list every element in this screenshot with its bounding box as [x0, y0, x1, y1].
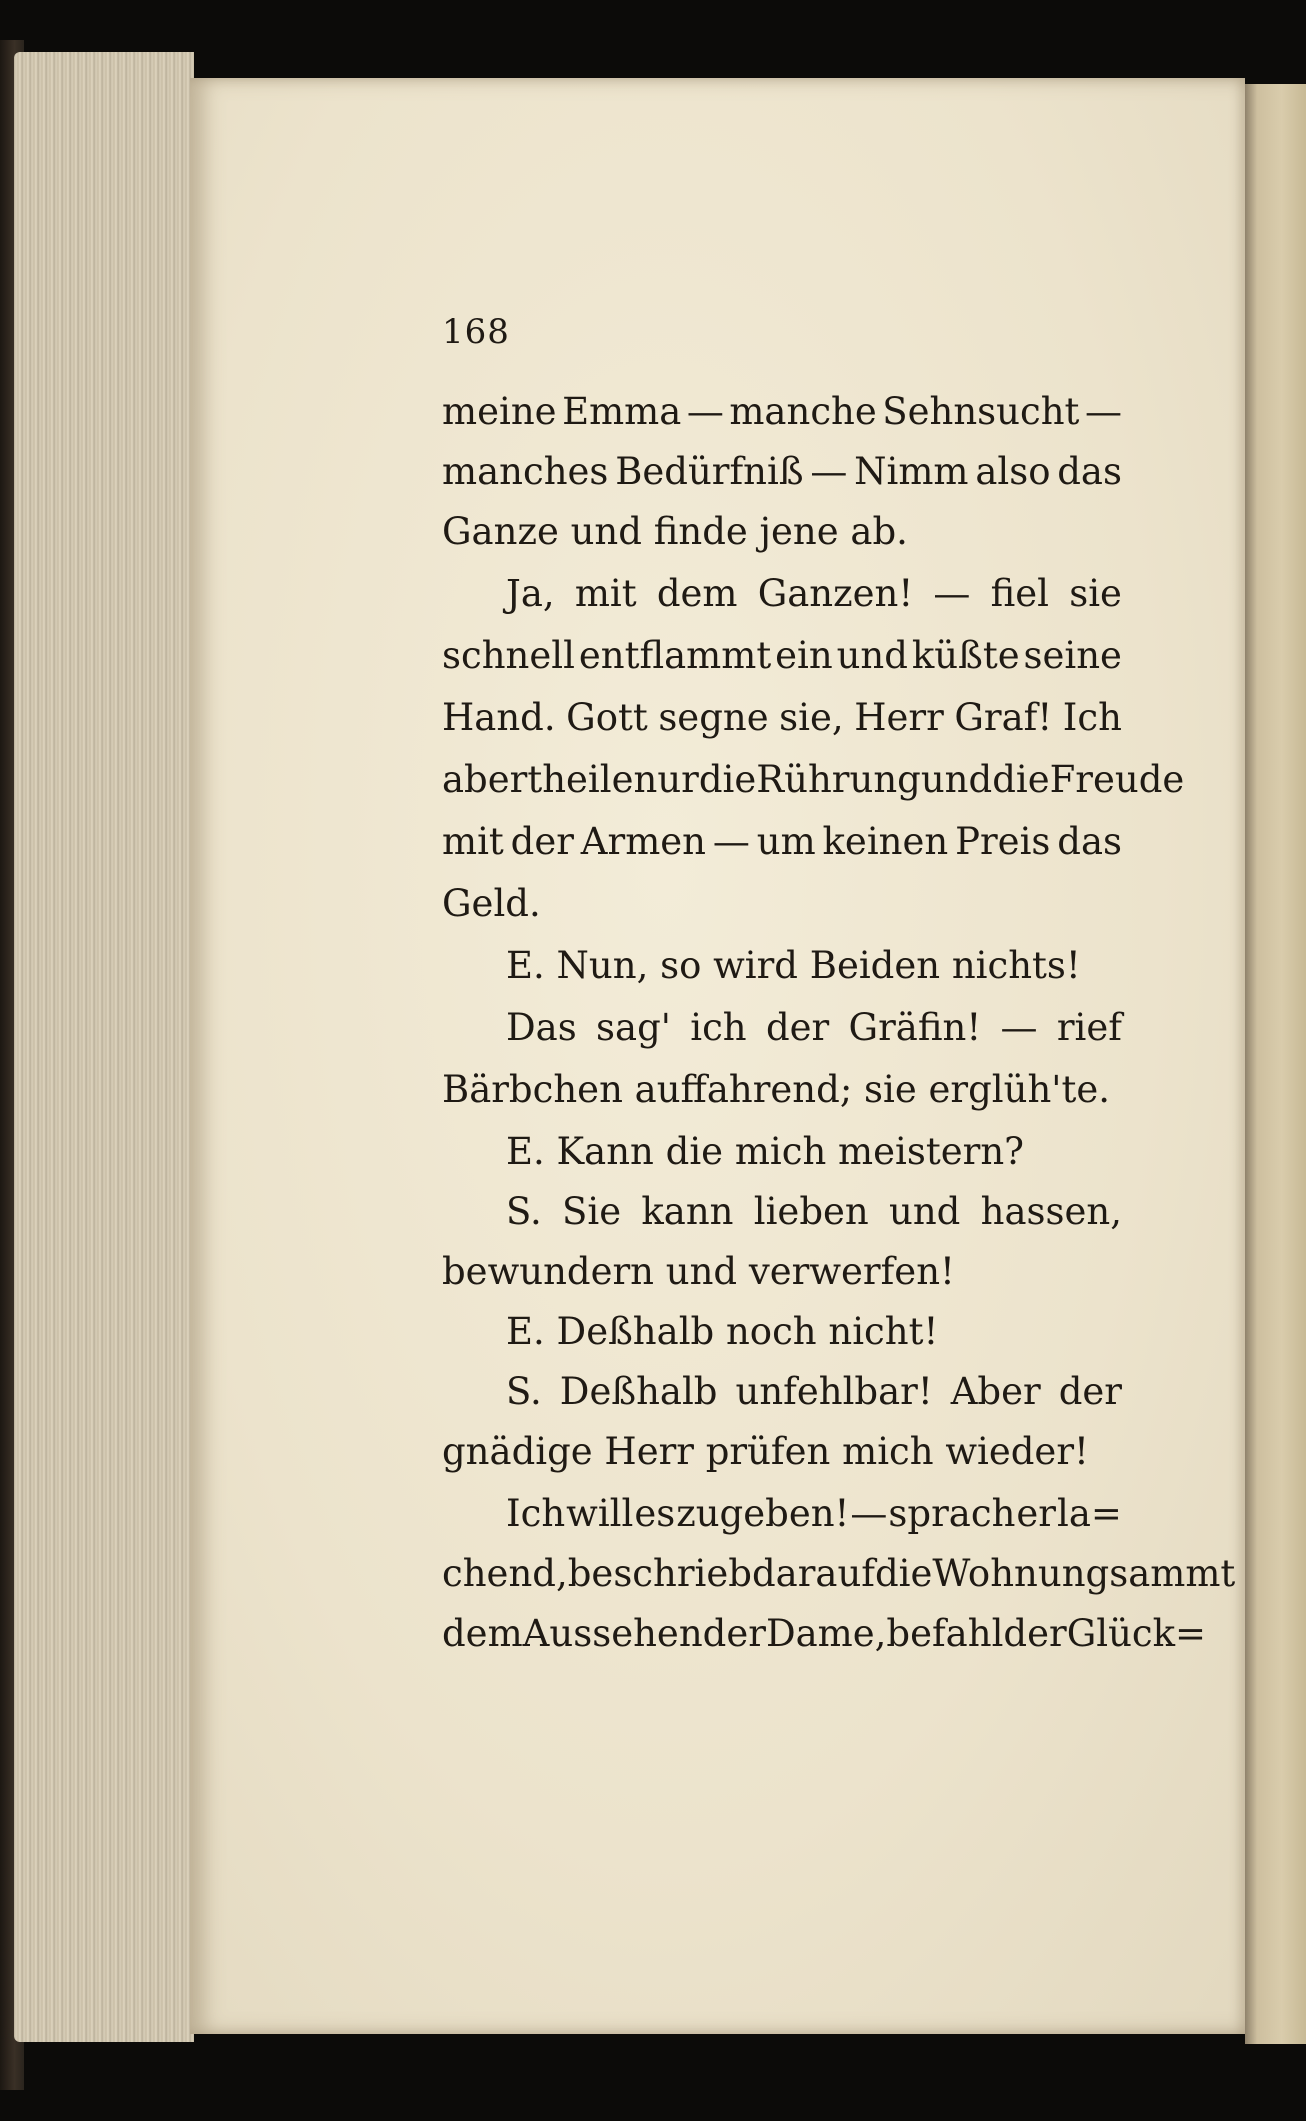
page-number: 168 — [442, 312, 510, 352]
text-line: manches Bedürfniß — Nimm also das — [442, 450, 1122, 493]
text-line: chend, beschrieb darauf die Wohnung sammt — [442, 1552, 1236, 1595]
text-line: Ich will es zugeben! — sprach er la= — [506, 1492, 1122, 1535]
text-line: aber theile nur die Rührung und die Freude — [442, 758, 1185, 801]
text-line: Geld. — [442, 882, 541, 925]
text-line: E. Nun, so wird Beiden nichts! — [506, 944, 1081, 987]
text-line: Ganze und finde jene ab. — [442, 510, 908, 553]
text-line: Das sag' ich der Gräfin! — rief — [506, 1006, 1122, 1049]
text-line: E. Kann die mich meistern? — [506, 1130, 1024, 1173]
text-line: Hand. Gott segne sie, Herr Graf! Ich — [442, 696, 1122, 739]
text-line: S. Deßhalb unfehlbar! Aber der — [506, 1370, 1122, 1413]
text-line: dem Aussehen der Dame, befahl der Glück= — [442, 1612, 1207, 1655]
page-stack-edges — [14, 52, 194, 2042]
text-line: Ja, mit dem Ganzen! — fiel sie — [506, 572, 1122, 615]
text-line: E. Deßhalb noch nicht! — [506, 1310, 939, 1353]
text-line: S. Sie kann lieben und hassen, — [506, 1190, 1122, 1233]
text-line: mit der Armen — um keinen Preis das — [442, 820, 1122, 863]
text-line: gnädige Herr prüfen mich wieder! — [442, 1430, 1089, 1473]
facing-page-edge — [1245, 84, 1306, 2044]
text-line: meine Emma — manche Sehnsucht — — [442, 390, 1122, 433]
text-line: Bärbchen auffahrend; sie erglüh'te. — [442, 1068, 1110, 1111]
text-line: bewundern und verwerfen! — [442, 1250, 955, 1293]
text-line: schnell entflammt ein und küßte seine — [442, 634, 1122, 677]
